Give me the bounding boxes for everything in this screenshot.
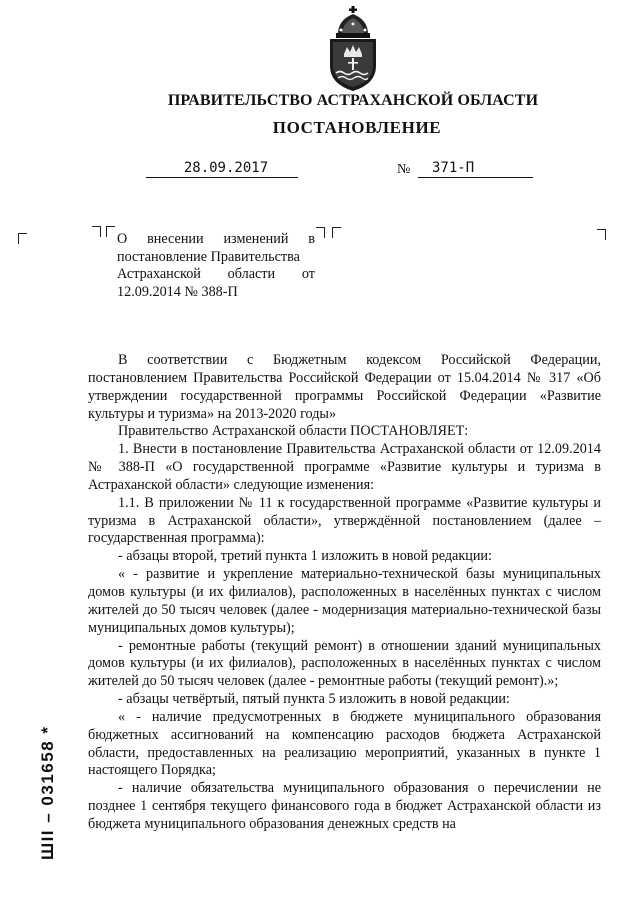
corner-mark-subject-left-b — [106, 226, 115, 237]
paragraph-quote-1: « - развитие и укрепление материально-технической базы муниципальных домов культуры (и их филиалов), расположенных в населённых пунктах с числом жителей до 50 тысяч человек (далее - модернизация материально-технической базы муниципальных домов культуры); — [88, 566, 601, 636]
number-sign: № — [397, 162, 411, 177]
corner-mark-subject-right-b — [332, 227, 341, 238]
coat-of-arms-icon — [322, 6, 384, 92]
paragraph-quote-4: - наличие обязательства муниципального образования о перечислении не позднее 1 сентября текущего финансового года в бюджет Астраханской области из бюджета муниципального образования денежных средств на — [88, 780, 601, 832]
document-date: 28.09.2017 — [146, 159, 298, 178]
subject-line-3: Астраханской области от — [117, 266, 315, 283]
document-subject — [117, 231, 315, 301]
organization-title: ПРАВИТЕЛЬСТВО АСТРАХАНСКОЙ ОБЛАСТИ — [167, 92, 539, 109]
corner-mark-left — [18, 233, 27, 244]
paragraph-item-1-1: 1.1. В приложении № 11 к государственной программе «Развитие культуры и туризма в Астраханской области», утверждённой постановлением (далее – государственная программа): — [88, 494, 601, 547]
subject-line-1: О внесении изменений в — [117, 231, 315, 247]
document-body — [88, 352, 601, 834]
document-number: 371-П — [418, 159, 533, 178]
paragraph-amend-1: - абзацы второй, третий пункта 1 изложить в новой редакции: — [118, 548, 492, 565]
paragraph-preamble: В соответствии с Бюджетным кодексом Российской Федерации, постановлением Правительства Российской Федерации от 15.04.2014 № 317 «Об утверждении государственной программы Российской Федерации «Развитие культуры и туризма» на 2013-2020 годы» — [88, 352, 601, 422]
corner-mark-right — [597, 229, 606, 240]
paragraph-resolves: Правительство Астраханской области ПОСТАНОВЛЯЕТ: — [118, 423, 469, 440]
corner-mark-subject-left-a — [92, 226, 101, 237]
serial-stamp: ШII – 031658 * — [38, 725, 57, 860]
document-type: ПОСТАНОВЛЕНИЕ — [272, 118, 442, 137]
paragraph-item-1: 1. Внести в постановление Правительства Астраханской области от 12.09.2014 № 388-П «О государственной программе «Развитие культуры и туризма в Астраханской области» следующие изменения: — [88, 441, 601, 493]
corner-mark-subject-right-a — [316, 227, 325, 238]
paragraph-quote-3: « - наличие предусмотренных в бюджете муниципального образования бюджетных ассигнований на компенсацию расходов бюджета Астраханской области, предоставленных на реализацию мероприятий, указанных в пункте 1 настоящего Порядка; — [88, 708, 601, 779]
paragraph-quote-2: - ремонтные работы (текущий ремонт) в отношении зданий муниципальных домов культуры (и их филиалов), расположенных в населённых пунктах с числом жителей до 50 тысяч человек (далее - ремонтные работы (текущий ремонт).»; — [88, 637, 601, 690]
paragraph-amend-2: - абзацы четвёртый, пятый пункта 5 изложить в новой редакции: — [118, 691, 510, 708]
subject-line-2: постановление Правительства — [117, 248, 300, 265]
subject-line-4: 12.09.2014 № 388-П — [117, 283, 238, 300]
